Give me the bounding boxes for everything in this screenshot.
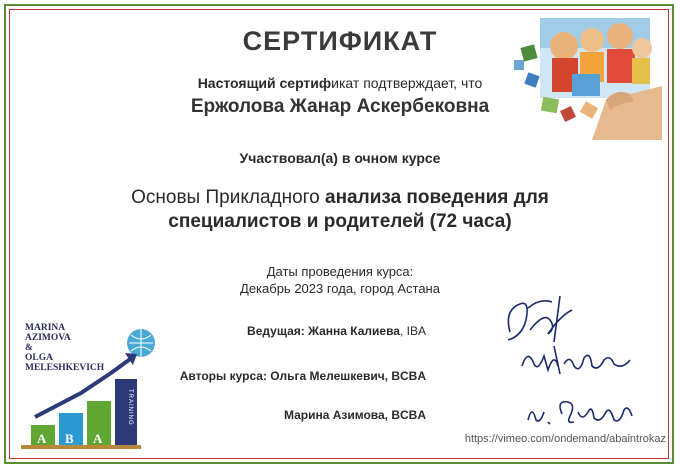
course-url: https://vimeo.com/ondemand/abaintrokaz (464, 433, 666, 445)
dates-label: Даты проведения курса: (266, 264, 414, 279)
leader-line (247, 324, 426, 338)
logo-line-3: & (25, 343, 33, 353)
signature-author-2 (522, 394, 642, 430)
logo-line-1: MARINA (25, 323, 66, 333)
confirmation-rest: икат подтверждает, что (331, 75, 483, 91)
logo-graphic (21, 321, 171, 449)
course-title-bold: анализа поведения для (325, 187, 549, 208)
participation-text: Участвовал(а) в очном курсе (239, 150, 441, 166)
logo-line-4: OLGA (25, 353, 53, 363)
confirmation-text (0, 75, 680, 91)
course-title-plain: Основы Прикладного (131, 187, 326, 208)
logo-line-5: MELESHKEVICH (25, 363, 105, 373)
leader-credential: , IBA (399, 324, 426, 338)
confirmation-bold: Настоящий сертиф (197, 75, 332, 91)
logo-side-text: TRAINING (127, 389, 133, 426)
authors-line (180, 369, 426, 383)
training-logo (21, 321, 171, 449)
course-title (0, 186, 680, 234)
second-author-line (284, 408, 426, 422)
course-title-line2: специалистов и родителей (72 часа) (168, 211, 512, 232)
recipient-name: Ержолова Жанар Аскербековна (190, 96, 490, 117)
logo-letter-3: A (93, 431, 103, 446)
certificate-title: СЕРТИФИКАТ (242, 26, 438, 56)
leader-name: Ведущая: Жанна Калиева (247, 324, 400, 338)
logo-letter-1: A (37, 431, 47, 446)
dates-value: Декабрь 2023 года, город Астана (240, 281, 440, 296)
logo-line-2: AZIMOVA (25, 333, 71, 343)
signature-author-1 (518, 336, 638, 380)
second-author-text: Марина Азимова, BCBA (283, 408, 426, 422)
logo-letter-2: B (65, 431, 74, 446)
authors-text: Авторы курса: Ольга Мелешкевич, BCBA (179, 369, 426, 383)
